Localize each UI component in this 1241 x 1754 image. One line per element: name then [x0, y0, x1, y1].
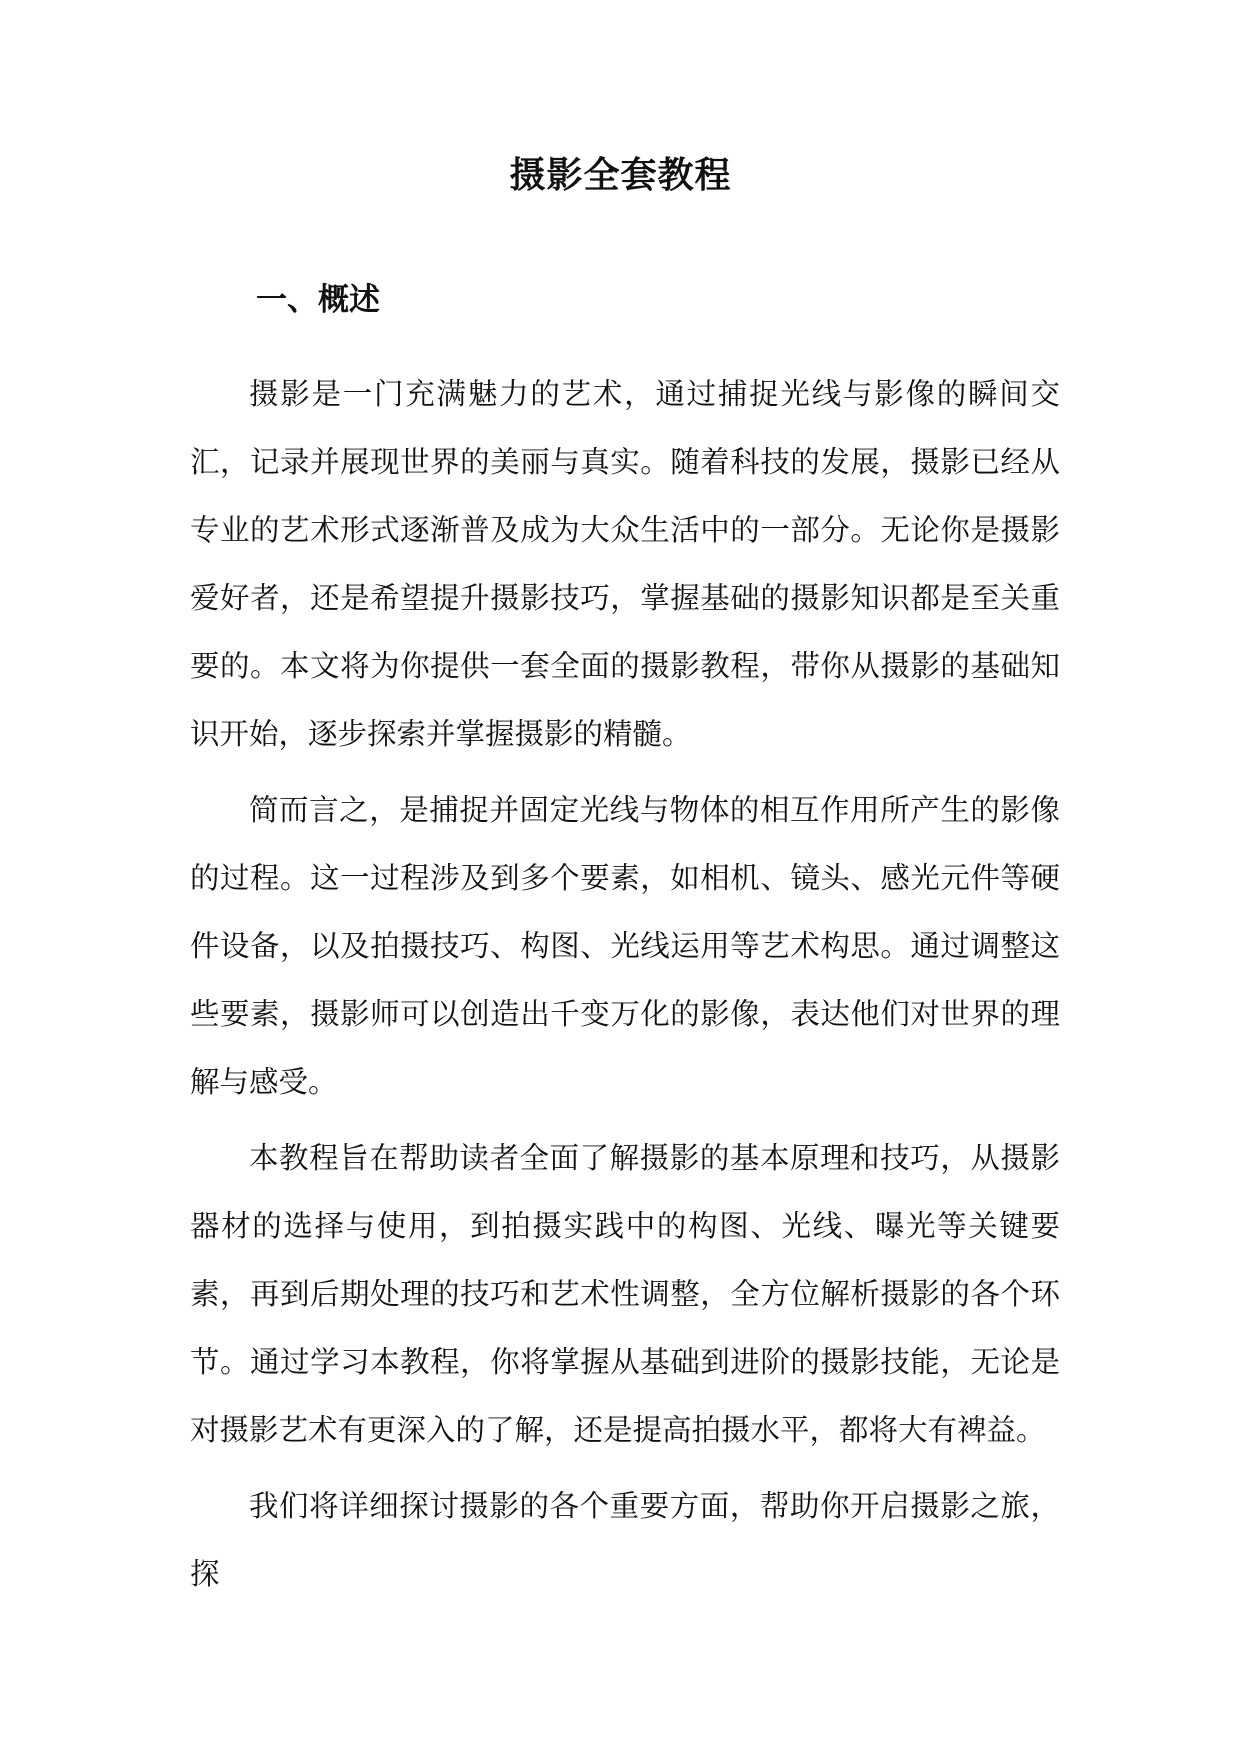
- paragraph-2: 简而言之，是捕捉并固定光线与物体的相互作用所产生的影像的过程。这一过程涉及到多个要素，如相机、镜头、感光元件等硬件设备，以及拍摄技巧、构图、光线运用等艺术构思。通过调整这些要素，摄影师可以创造出千变万化的影像，表达他们对世界的理解与感受。: [190, 793, 1060, 1099]
- paragraph-4: 我们将详细探讨摄影的各个重要方面，帮助你开启摄影之旅，探: [190, 1489, 1060, 1591]
- section-heading: 一、概述: [256, 282, 380, 318]
- paragraph-1: 摄影是一门充满魅力的艺术，通过捕捉光线与影像的瞬间交汇，记录并展现世界的美丽与真实。随着科技的发展，摄影已经从专业的艺术形式逐渐普及成为大众生活中的一部分。无论你是摄影爱好者，还是希望提升摄影技巧，掌握基础的摄影知识都是至关重要的。本文将为你提供一套全面的摄影教程，带你从摄影的基础知识开始，逐步探索并掌握摄影的精髓。: [190, 377, 1060, 751]
- document-title: 摄影全套教程: [509, 154, 732, 196]
- paragraph-3: 本教程旨在帮助读者全面了解摄影的基本原理和技巧，从摄影器材的选择与使用，到拍摄实践中的构图、光线、曝光等关键要素，再到后期处理的技巧和艺术性调整，全方位解析摄影的各个环节。通过学习本教程，你将掌握从基础到进阶的摄影技能，无论是对摄影艺术有更深入的了解，还是提高拍摄水平，都将大有裨益。: [190, 1141, 1060, 1447]
- document-body: [190, 360, 1060, 1616]
